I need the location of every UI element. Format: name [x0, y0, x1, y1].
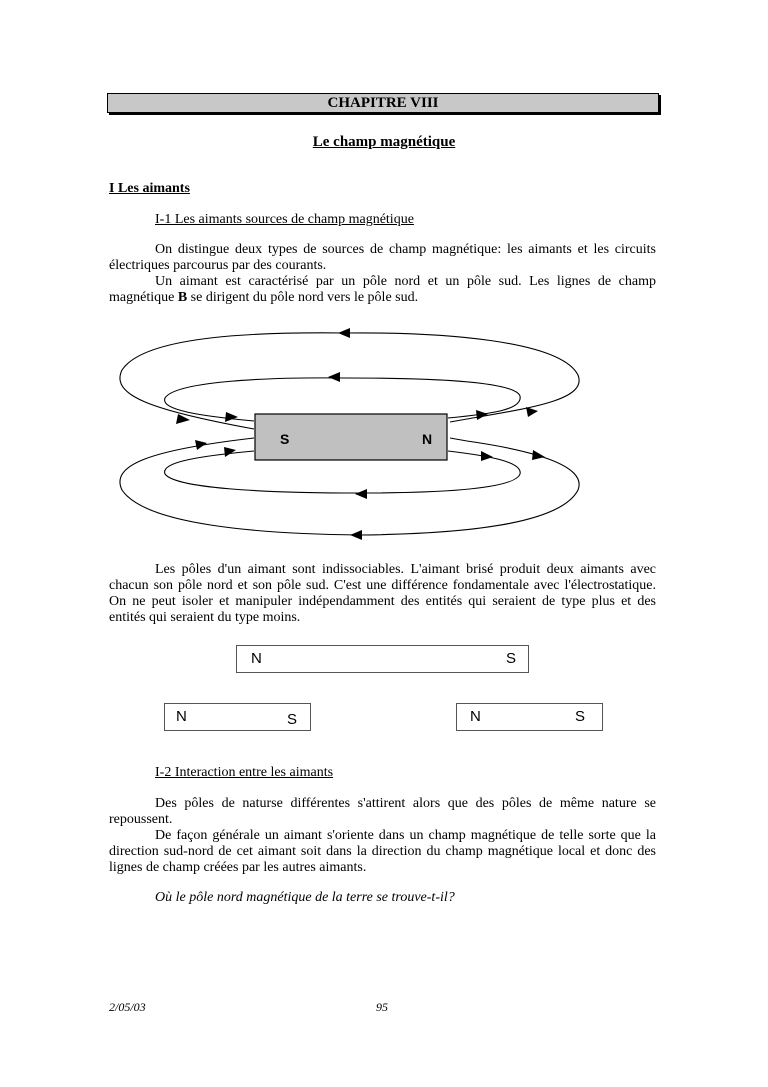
chapter-header	[107, 93, 659, 113]
arrow-icon	[328, 372, 340, 382]
whole-magnet-north: N	[251, 650, 262, 667]
paragraph-orientation: De façon générale un aimant s'oriente dans un champ magnétique de telle sorte que la direction sud-nord de cet aimant soit dans la direction du champ magnétique local et donc des lignes de champ créées par les autres aimants.	[109, 828, 656, 875]
paragraph-indissociable: Les pôles d'un aimant sont indissociables. L'aimant brisé produit deux aimants avec chacun son pôle nord et son pôle sud. C'est une différence fondamentale avec l'électrostatique. On ne peut isoler et manipuler indépendamment des entités qui seraient de type plus et des entités qui seraient du type moins.	[109, 562, 656, 625]
section-heading: I Les aimants	[109, 181, 190, 196]
subsection-heading-2: I-2 Interaction entre les aimants	[155, 765, 334, 780]
question: Où le pôle nord magnétique de la terre se trouve-t-il?	[155, 890, 455, 905]
paragraph-sources: On distingue deux types de sources de champ magnétique: les aimants et les circuits électriques parcourus par des courants.	[109, 242, 656, 273]
arrow-icon	[338, 328, 350, 338]
arrow-icon	[526, 407, 538, 417]
piece1-north: N	[176, 708, 187, 725]
page-title: Le champ magnétique	[312, 134, 456, 150]
text-segment: se dirigent du pôle nord vers le pôle sud.	[187, 290, 419, 305]
subsection-heading-1: I-1 Les aimants sources de champ magnétique	[155, 212, 414, 227]
whole-magnet-south: S	[505, 650, 516, 667]
field-symbol: B	[177, 290, 188, 305]
magnet-piece-2	[456, 703, 603, 731]
arrow-icon	[350, 530, 362, 540]
whole-magnet	[236, 645, 529, 673]
magnet-piece-1	[164, 703, 311, 731]
footer-page-number: 95	[376, 1000, 388, 1014]
arrow-icon	[225, 412, 238, 422]
paragraph-interaction: Des pôles de naturse différentes s'attirent alors que des pôles de même nature se repoussent.	[109, 796, 656, 827]
magnet-south-label: S	[280, 431, 290, 447]
magnet-field-diagram	[110, 320, 590, 550]
arrow-icon	[355, 489, 367, 499]
arrow-icon	[532, 450, 545, 460]
chapter-label: CHAPITRE VIII	[327, 95, 439, 111]
text-segment: Un aimant est caractérisé par un pôle nord et un pôle sud. Les lignes de champ magnétique	[109, 274, 656, 305]
arrow-icon	[481, 451, 493, 461]
footer-date: 2/05/03	[109, 1000, 146, 1014]
arrow-icon	[224, 447, 236, 457]
magnet-north-label: N	[422, 431, 433, 447]
paragraph-poles	[109, 274, 656, 306]
arrow-icon	[476, 410, 488, 420]
piece2-south: S	[575, 708, 586, 725]
piece1-south: S	[287, 711, 298, 728]
piece2-north: N	[470, 708, 481, 725]
